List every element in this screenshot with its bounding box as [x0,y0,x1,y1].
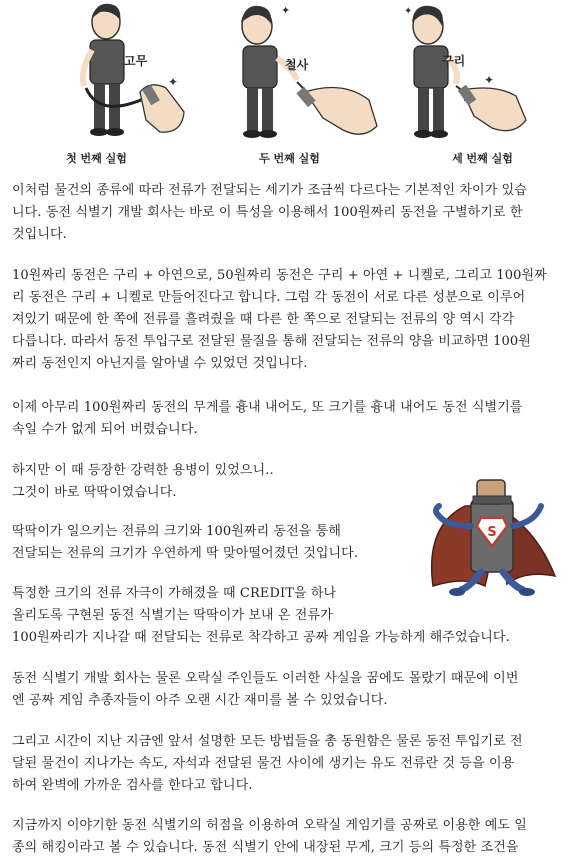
text-line: 10원짜리 동전은 구리 + 아연으로, 50원짜리 동전은 구리 + 아연 + 니켈로, 그리고 100원짜 [12,268,547,283]
wire-experiment-illustration [193,0,386,150]
paragraph-9 [12,815,568,859]
text-line: 특정한 크기의 전류 자극이 가해졌을 때 CREDIT을 하나 [12,586,337,601]
wire-label: 구리 [442,54,466,68]
rubber-experiment-illustration [0,0,193,150]
text-line: 속일 수가 없게 되어 버렸습니다. [12,422,198,437]
text-line: 딱딱이가 일으키는 전류의 크기와 100원짜리 동전을 통해 [12,524,341,539]
text-line: 져있기 때문에 한 쪽에 전류를 흘려줬을 때 다른 한 쪽으로 전달되는 전류의 양 역시 각각 [12,312,515,327]
superhero-clicker-illustration [415,466,565,606]
text-line: 것입니다. [12,227,67,242]
svg-text:✦: ✦ [404,6,413,17]
text-line: 짜리 동전인지 아닌지를 알아낼 수 있었던 것입니다. [12,356,308,371]
text-line: 100원짜리가 지나갈 때 전달되는 전류로 착각하고 공짜 게임을 가능하게 해주었습니다. [12,630,510,645]
copper-experiment-illustration [386,0,579,150]
text-line: 달된 물건이 지나가는 속도, 자석과 전달된 물건 사이에 생기는 유도 전류란 것 등을 이용 [12,756,515,771]
text-line: 종의 해킹이라고 볼 수 있습니다. 동전 식별기 안에 내장된 무게, 크기 등의 특정한 조건을 [12,840,519,855]
text-line: 동전 식별기 개발 회사는 물론 오락실 주인들도 이러한 사실을 꿈에도 몰랐기 때문에 이번 [12,671,519,686]
panel-caption: 첫 번째 실험 [66,152,127,165]
experiment-panel-3 [386,0,579,172]
experiment-panel-2 [193,0,386,172]
text-line: 지금까지 이야기한 동전 식별기의 허점을 이용하여 오락실 게임기를 공짜로 이용한 예도 일 [12,818,527,833]
paragraph-8 [12,731,568,797]
text-line: 하여 완벽에 가까운 검사를 한다고 합니다. [12,778,253,793]
wire-label: 고무 [124,54,148,68]
text-line: 하지만 이 때 등장한 강력한 용병이 있었으니.. [12,463,274,478]
text-line: 다릅니다. 따라서 동전 투입구로 전달된 물질을 통해 전달되는 전류의 양을 비교하면 100원 [12,334,531,349]
text-line: 이제 아무리 100원짜리 동전의 무게를 흉내 내어도, 또 크기를 흉내 내어도 동전 식별기를 [12,400,523,415]
text-line: 니다. 동전 식별기 개발 회사는 바로 이 특성을 이용해서 100원짜리 동전을 구별하기로 한 [12,205,523,220]
paragraph-1 [12,180,568,246]
svg-text:S: S [487,525,497,540]
svg-text:✦: ✦ [484,73,495,87]
text-line: 그리고 시간이 지난 지금엔 앞서 설명한 모든 방법들을 총 동원함은 물론 동전 투입기로 전 [12,734,523,749]
panel-caption: 두 번째 실험 [259,152,320,165]
wire-label: 철사 [285,58,309,72]
paragraph-7 [12,668,568,712]
paragraph-2 [12,265,568,375]
experiment-illustrations [0,0,579,172]
paragraph-3 [12,397,568,441]
text-line: 리 동전은 구리 + 니켈로 만들어진다고 합니다. 그럼 각 동전이 서로 다른 성분으로 이루어 [12,290,526,305]
experiment-panel-1 [0,0,193,172]
svg-text:✦: ✦ [168,75,179,89]
text-line: 올리도록 구현된 동전 식별기는 딱딱이가 보내 온 전류가 [12,608,333,623]
text-line: 엔 공짜 게임 추종자들이 아주 오랜 시간 재미를 볼 수 있었습니다. [12,693,388,708]
text-line: 이처럼 물건의 종류에 따라 전류가 전달되는 세기가 조금씩 다르다는 기본적인 차이가 있습 [12,183,527,198]
text-line: 그것이 바로 딱딱이였습니다. [12,485,177,500]
text-line: 전달되는 전류의 크기가 우연하게 딱 맞아떨어졌던 것입니다. [12,546,359,561]
svg-text:✦: ✦ [281,4,291,17]
panel-caption: 세 번째 실험 [452,152,513,165]
